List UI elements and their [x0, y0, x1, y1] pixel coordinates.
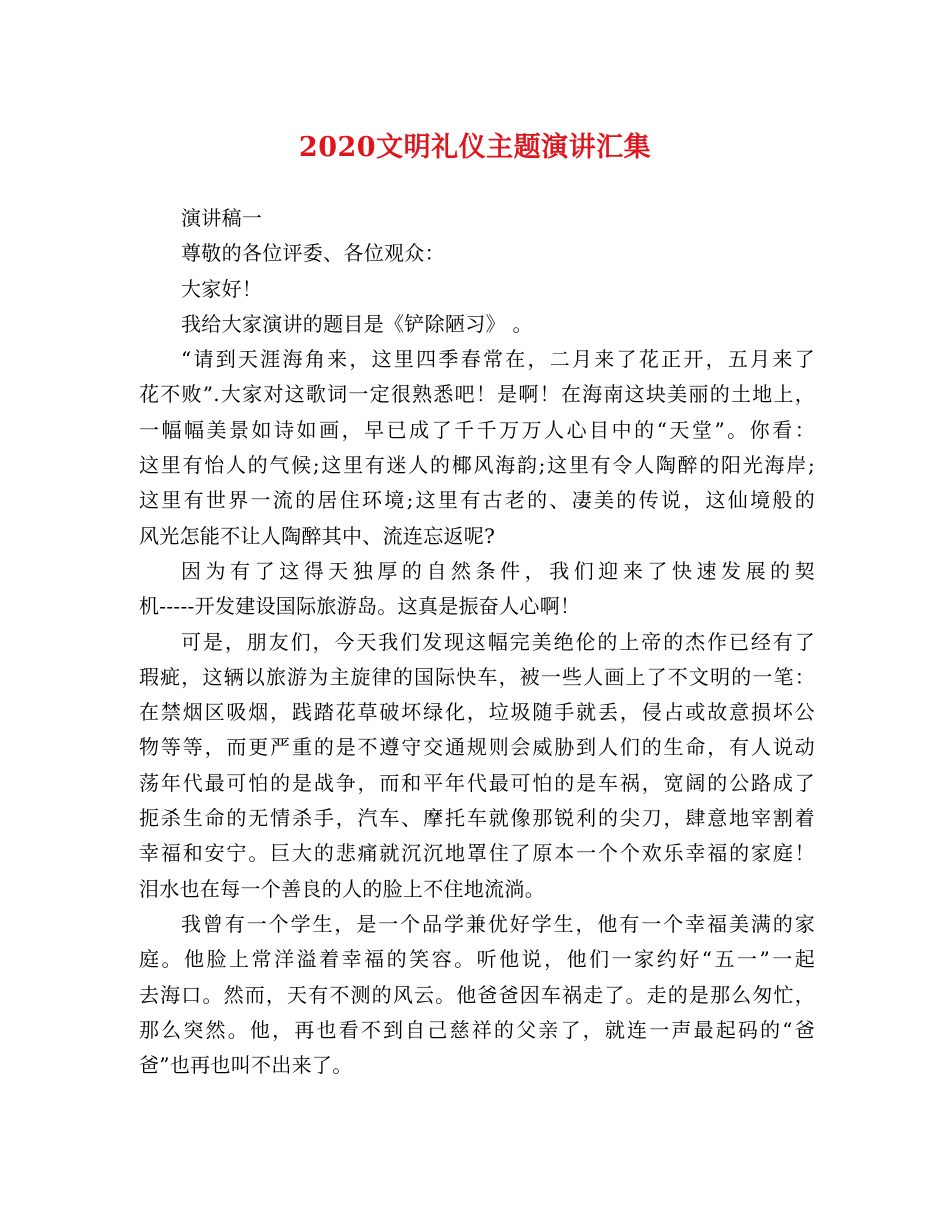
text-line: 尊敬的各位评委、各位观众： [181, 241, 445, 266]
text-line: 那么突然。他，再也看不到自己慈祥的父亲了，就连一声最起码的“爸 [139, 1017, 815, 1042]
text-line: 我曾有一个学生，是一个品学兼优好学生，他有一个幸福美满的家 [181, 911, 815, 936]
text-line: 泪水也在每一个善良的人的脸上不住地流淌。 [139, 876, 545, 901]
text-line: 一幅幅美景如诗如画，早已成了千千万万人心目中的“天堂”。你看： [139, 417, 815, 442]
document-body [139, 201, 815, 1083]
text-line: 机-----开发建设国际旅游岛。这真是振奋人心啊！ [139, 594, 581, 619]
text-line: 风光怎能不让人陶醉其中、流连忘返呢? [139, 523, 496, 548]
text-line: 去海口。然而，天有不测的风云。他爸爸因车祸走了。走的是那么匆忙， [139, 982, 815, 1007]
text-line: 这里有世界一流的居住环境;这里有古老的、凄美的传说，这仙境般的 [139, 488, 815, 513]
text-line: 瑕疵，这辆以旅游为主旋律的国际快车，被一些人画上了不文明的一笔： [139, 664, 815, 689]
text-line: 大家好！ [181, 276, 263, 301]
text-line: 在禁烟区吸烟，践踏花草破坏绿化，垃圾随手就丢，侵占或故意损坏公 [139, 700, 815, 725]
text-line: 我给大家演讲的题目是《铲除陋习》 。 [181, 311, 533, 336]
text-line: 物等等，而更严重的是不遵守交通规则会威胁到人们的生命，有人说动 [139, 735, 815, 760]
text-line: 因为有了这得天独厚的自然条件，我们迎来了快速发展的契 [181, 558, 815, 583]
document-title: 2020文明礼仪主题演讲汇集 [298, 132, 652, 163]
text-line: 这里有怡人的气候;这里有迷人的椰风海韵;这里有令人陶醉的阳光海岸; [139, 453, 815, 478]
text-line: 幸福和安宁。巨大的悲痛就沉沉地罩住了原本一个个欢乐幸福的家庭！ [139, 841, 815, 866]
text-line: 花不败”.大家对这歌词一定很熟悉吧！是啊！在海南这块美丽的土地上， [139, 382, 815, 407]
text-line: 爸”也再也叫不出来了。 [139, 1053, 353, 1078]
text-line: 扼杀生命的无情杀手，汽车、摩托车就像那锐利的尖刀，肆意地宰割着 [139, 806, 815, 831]
text-line: 演讲稿一 [181, 206, 263, 230]
text-line: “请到天涯海角来，这里四季春常在，二月来了花正开，五月来了 [181, 347, 815, 372]
text-line: 荡年代最可怕的是战争，而和平年代最可怕的是车祸，宽阔的公路成了 [139, 770, 815, 795]
text-line: 可是，朋友们，今天我们发现这幅完美绝伦的上帝的杰作已经有了 [181, 629, 815, 654]
text-line: 庭。他脸上常洋溢着幸福的笑容。听他说，他们一家约好“五一”一起 [139, 947, 815, 972]
